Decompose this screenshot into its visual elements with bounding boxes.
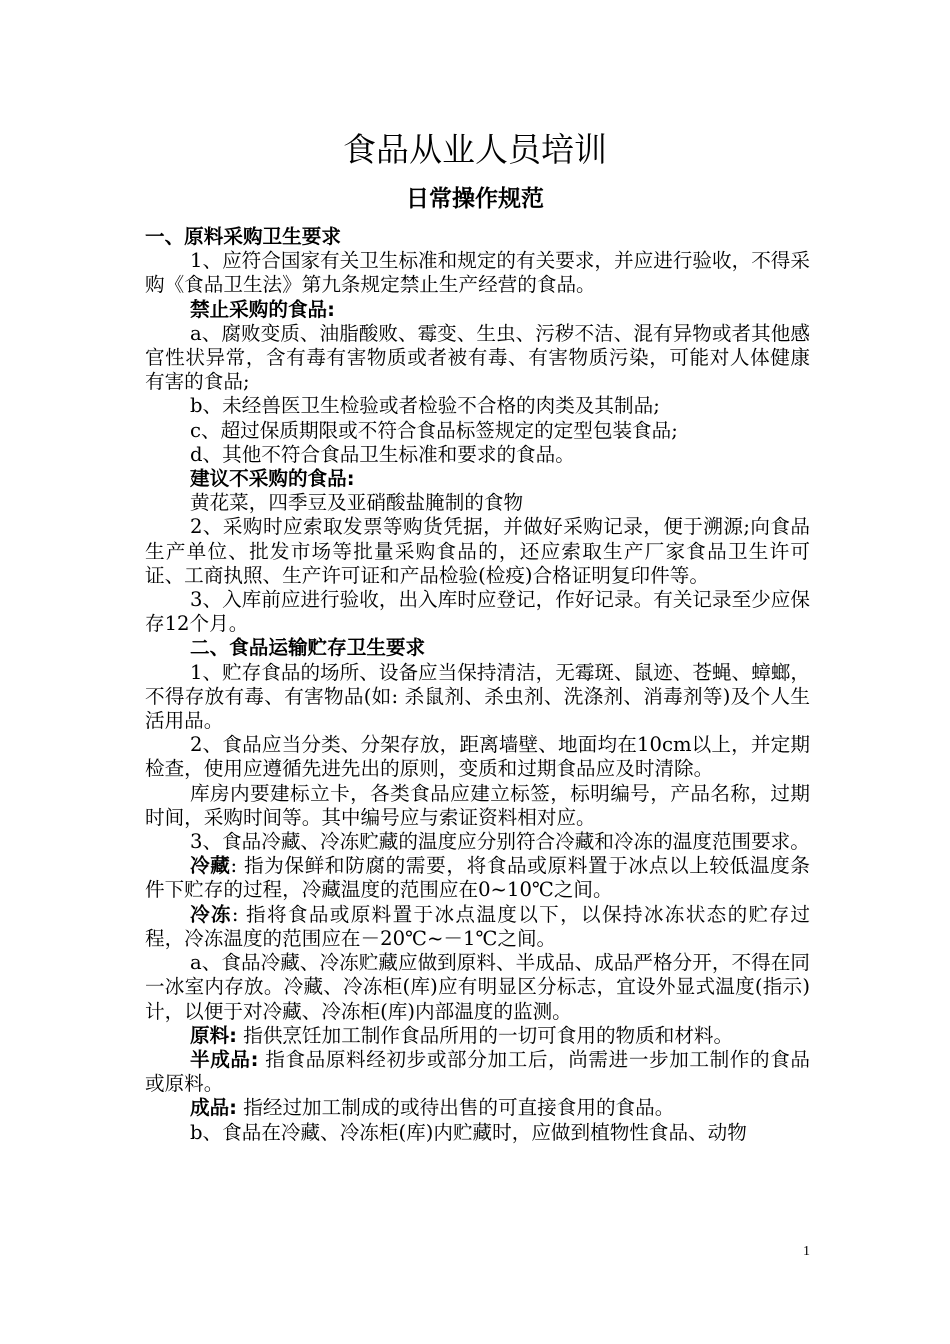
document-subtitle: 日常操作规范 (406, 186, 544, 212)
section-2-paragraph-1: 1、贮存食品的场所、设备应当保持清洁，无霉斑、鼠迹、苍蝇、蟑螂，不得存放有毒、有害物品(如: 杀鼠剂、杀虫剂、洗涤剂、消毒剂等)及个人生活用品。 (145, 660, 810, 733)
document-body (145, 225, 810, 1145)
section-1-paragraph-1: 1、应符合国家有关卫生标准和规定的有关要求，并应进行验收，不得采购《食品卫生法》第九条规定禁止生产经营的食品。 (145, 249, 810, 297)
cold-storage-definition (145, 854, 810, 902)
finished-product-text: 指经过加工制成的或待出售的可直接食用的食品。 (237, 1096, 675, 1120)
finished-product-term: 成品: (190, 1096, 238, 1120)
document-title: 食品从业人员培训 (343, 130, 607, 169)
section-1-paragraph-2: 2、采购时应索取发票等购货凭据，并做好采购记录，便于溯源;向食品生产单位、批发市场等批量采购食品的，还应索取生产厂家食品卫生许可证、工商执照、生产许可证和产品检验(检疫)合格证明复印件等。 (145, 515, 810, 587)
advised-foods-heading: 建议不采购的食品: (190, 467, 355, 491)
storage-rule-a: a、食品冷藏、冷冻贮藏应做到原料、半成品、成品严格分开，不得在同一冰室内存放。冷藏、冷冻柜(库)应有明显区分标志，宜设外显式温度(指示)计，以便于对冷藏、冷冻柜(库)内部温度的监测。 (145, 951, 810, 1023)
page-number: 1 (803, 1244, 810, 1259)
banned-item-b: b、未经兽医卫生检验或者检验不合格的肉类及其制品; (190, 394, 660, 418)
cold-storage-term: 冷藏 (190, 854, 231, 878)
banned-foods-heading: 禁止采购的食品: (190, 297, 335, 321)
cold-storage-text: : 指为保鲜和防腐的需要，将食品或原料置于冰点以上较低温度条件下贮存的过程，冷藏温度的范围应在0~10℃之间。 (145, 854, 810, 902)
advised-foods-text: 黄花菜，四季豆及亚硝酸盐腌制的食物 (190, 491, 524, 515)
banned-item-a: a、腐败变质、油脂酸败、霉变、生虫、污秽不洁、混有异物或者其他感官性状异常，含有毒有害物质或者被有毒、有害物质污染，可能对人体健康有害的食品; (145, 321, 810, 394)
raw-material-text: 指供烹饪加工制作食品所用的一切可食用的物质和材料。 (237, 1023, 734, 1047)
banned-item-c: c、超过保质期限或不符合食品标签规定的定型包装食品; (190, 418, 678, 442)
frozen-storage-term: 冷冻 (190, 902, 232, 926)
storage-rule-b: b、食品在冷藏、冷冻柜(库)内贮藏时，应做到植物性食品、动物 (190, 1120, 747, 1144)
raw-material-term: 原料: (190, 1023, 238, 1047)
section-1-heading: 一、原料采购卫生要求 (145, 225, 341, 248)
section-2-paragraph-2b: 库房内要建标立卡，各类食品应建立标签，标明编号，产品名称，过期时间，采购时间等。其中编号应与索证资料相对应。 (145, 781, 810, 829)
section-1-paragraph-3: 3、入库前应进行验收，出入库时应登记，作好记录。有关记录至少应保存12个月。 (145, 588, 810, 636)
semi-finished-definition (145, 1048, 810, 1096)
section-2-paragraph-2: 2、食品应当分类、分架存放，距离墙壁、地面均在10cm以上，并定期检查，使用应遵循先进先出的原则，变质和过期食品应及时清除。 (145, 733, 810, 781)
semi-finished-text: 指食品原料经初步或部分加工后，尚需进一步加工制作的食品或原料。 (145, 1047, 810, 1096)
banned-item-d: d、其他不符合食品卫生标准和要求的食品。 (190, 442, 575, 466)
raw-material-definition (145, 1024, 810, 1048)
semi-finished-term: 半成品: (190, 1047, 259, 1071)
section-2-paragraph-3: 3、食品冷藏、冷冻贮藏的温度应分别符合冷藏和冷冻的温度范围要求。 (190, 830, 810, 854)
section-2-heading: 二、食品运输贮存卫生要求 (190, 636, 426, 660)
frozen-storage-definition (145, 903, 810, 951)
frozen-storage-text: : 指将食品或原料置于冰点温度以下，以保持冰冻状态的贮存过程，冷冻温度的范围应在－20℃~－1℃之间。 (145, 902, 810, 950)
finished-product-definition (145, 1096, 810, 1120)
